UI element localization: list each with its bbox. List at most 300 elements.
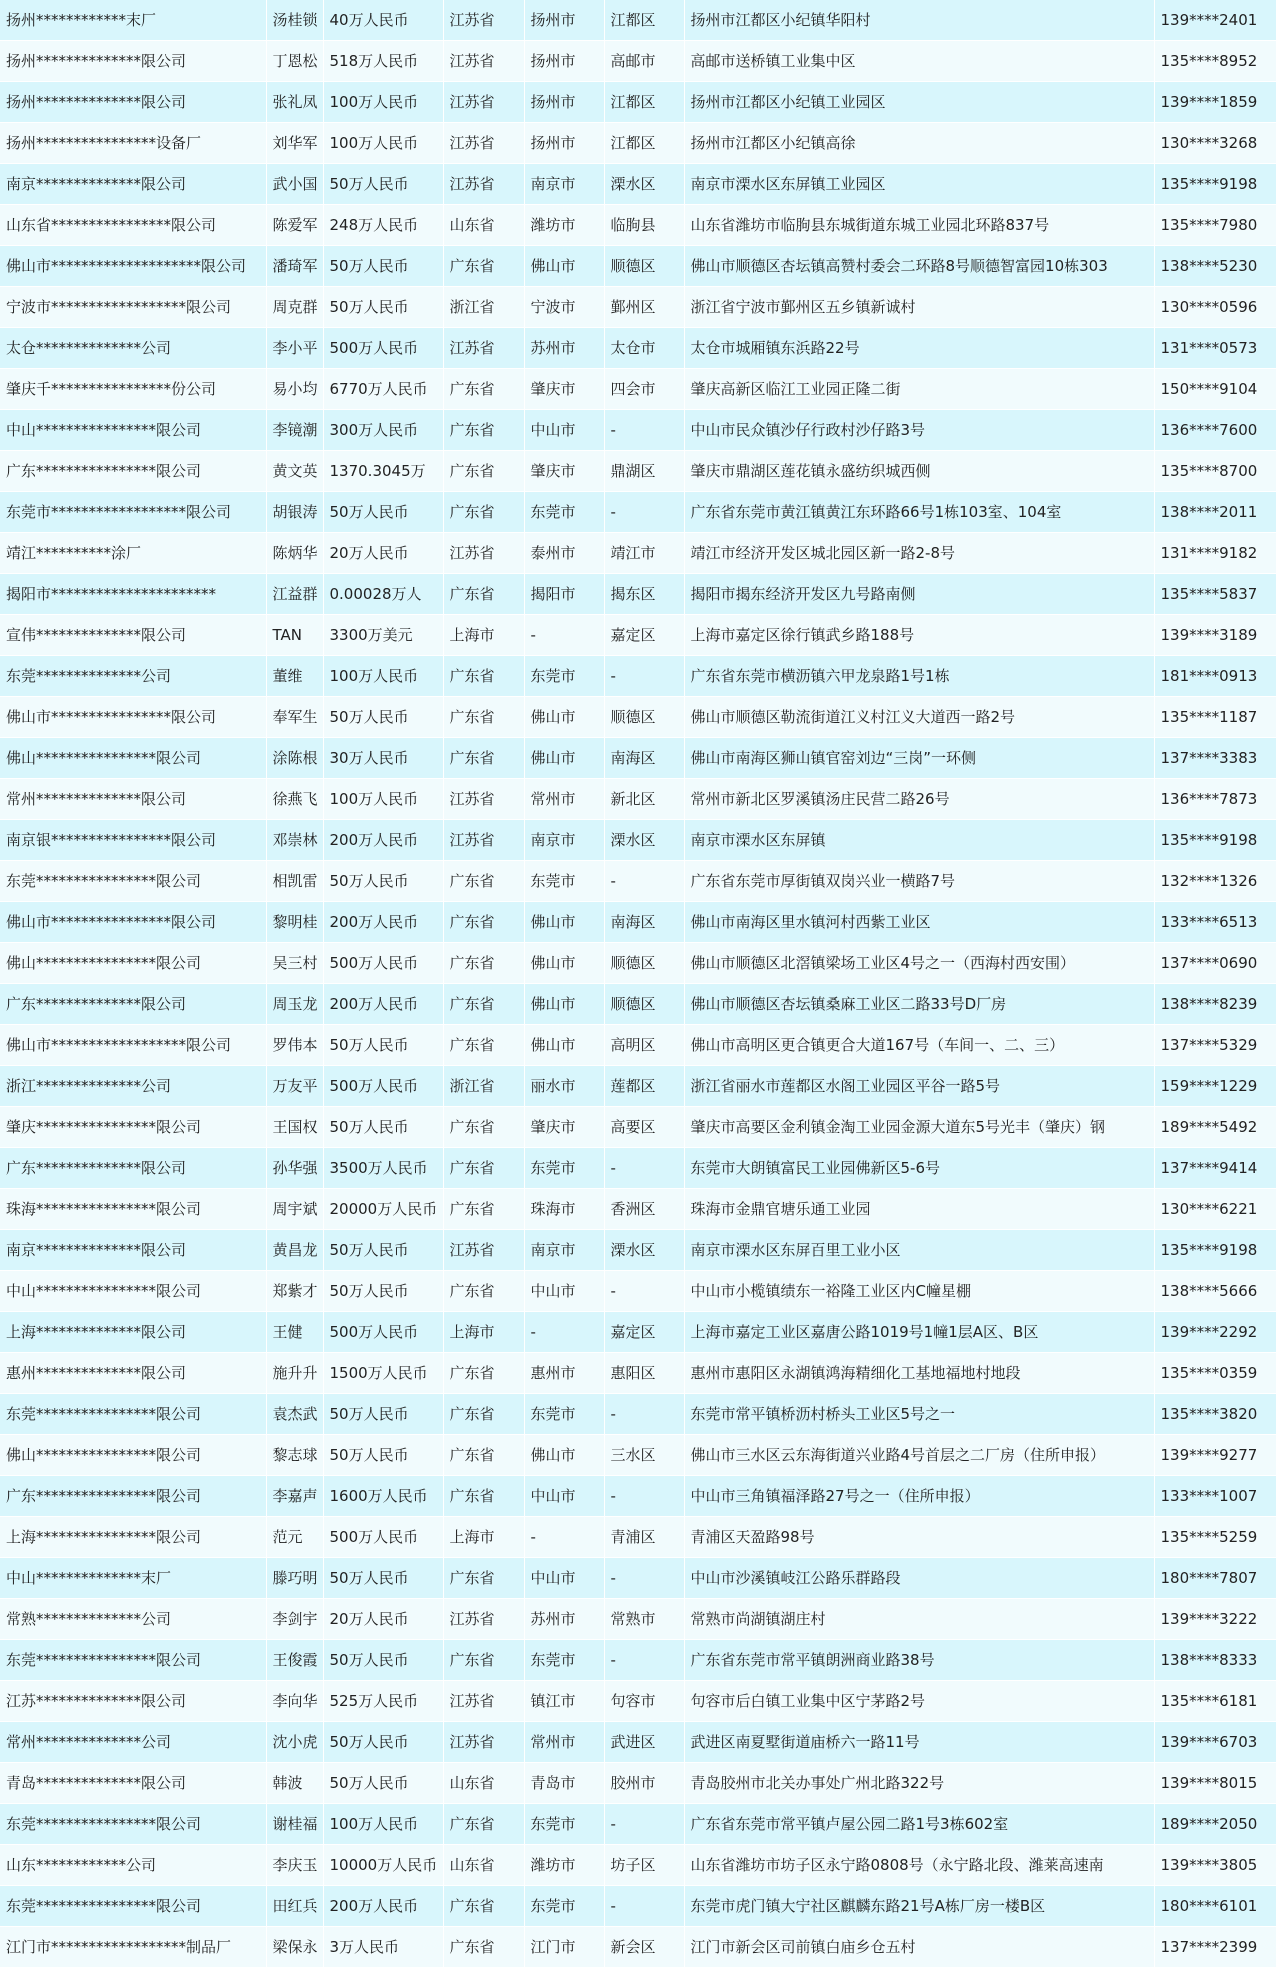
- cell-phone: 138****8333: [1154, 1640, 1276, 1681]
- cell-capital: 200万人民币: [323, 1886, 443, 1927]
- cell-capital: 20000万人民币: [323, 1189, 443, 1230]
- cell-phone: 135****8952: [1154, 41, 1276, 82]
- cell-company: 佛山****************限公司: [0, 738, 266, 779]
- cell-city: 苏州市: [524, 328, 604, 369]
- cell-company: 上海**************限公司: [0, 1312, 266, 1353]
- cell-capital: 50万人民币: [323, 697, 443, 738]
- cell-city: 扬州市: [524, 0, 604, 41]
- cell-capital: 1370.3045万: [323, 451, 443, 492]
- table-row: [0, 779, 1276, 820]
- cell-person: 孙华强: [266, 1148, 323, 1189]
- table-row: [0, 1148, 1276, 1189]
- cell-person: 陈炳华: [266, 533, 323, 574]
- cell-company: 揭阳市**********************: [0, 574, 266, 615]
- cell-province: 广东省: [443, 1927, 524, 1968]
- cell-city: 肇庆市: [524, 451, 604, 492]
- cell-district: -: [604, 492, 684, 533]
- cell-company: 常熟**************公司: [0, 1599, 266, 1640]
- table-row: [0, 205, 1276, 246]
- cell-capital: 500万人民币: [323, 1066, 443, 1107]
- cell-phone: 130****0596: [1154, 287, 1276, 328]
- cell-company: 东莞****************限公司: [0, 1804, 266, 1845]
- cell-address: 珠海市金鼎官塘乐通工业园: [684, 1189, 1154, 1230]
- cell-city: 南京市: [524, 1230, 604, 1271]
- cell-district: 溧水区: [604, 164, 684, 205]
- cell-district: 新会区: [604, 1927, 684, 1968]
- cell-capital: 300万人民币: [323, 410, 443, 451]
- cell-company: 广东**************限公司: [0, 1148, 266, 1189]
- cell-person: 范元: [266, 1517, 323, 1558]
- cell-address: 南京市溧水区东屏镇工业园区: [684, 164, 1154, 205]
- cell-company: 扬州****************设备厂: [0, 123, 266, 164]
- cell-city: 泰州市: [524, 533, 604, 574]
- cell-province: 广东省: [443, 1435, 524, 1476]
- cell-phone: 137****2399: [1154, 1927, 1276, 1968]
- cell-district: -: [604, 410, 684, 451]
- cell-district: 南海区: [604, 738, 684, 779]
- cell-address: 常州市新北区罗溪镇汤庄民营二路26号: [684, 779, 1154, 820]
- cell-district: -: [604, 1558, 684, 1599]
- cell-city: 佛山市: [524, 1435, 604, 1476]
- cell-district: 青浦区: [604, 1517, 684, 1558]
- cell-address: 东莞市大朗镇富民工业园佛新区5-6号: [684, 1148, 1154, 1189]
- cell-person: 王俊霞: [266, 1640, 323, 1681]
- cell-district: 香洲区: [604, 1189, 684, 1230]
- cell-phone: 130****3268: [1154, 123, 1276, 164]
- cell-city: 佛山市: [524, 738, 604, 779]
- cell-province: 江苏省: [443, 0, 524, 41]
- cell-city: 潍坊市: [524, 205, 604, 246]
- cell-company: 扬州**************限公司: [0, 41, 266, 82]
- cell-address: 佛山市顺德区杏坛镇高赞村委会二环路8号顺德智富园10栋303: [684, 246, 1154, 287]
- cell-capital: 0.00028万人: [323, 574, 443, 615]
- cell-person: 沈小虎: [266, 1722, 323, 1763]
- cell-province: 浙江省: [443, 1066, 524, 1107]
- cell-person: 袁杰武: [266, 1394, 323, 1435]
- cell-address: 惠州市惠阳区永湖镇鸿海精细化工基地福地村地段: [684, 1353, 1154, 1394]
- cell-city: 中山市: [524, 410, 604, 451]
- table-row: [0, 410, 1276, 451]
- cell-district: -: [604, 1394, 684, 1435]
- cell-province: 江苏省: [443, 164, 524, 205]
- cell-city: 佛山市: [524, 697, 604, 738]
- cell-company: 南京**************限公司: [0, 1230, 266, 1271]
- cell-person: 汤桂锁: [266, 0, 323, 41]
- cell-province: 江苏省: [443, 328, 524, 369]
- cell-city: 丽水市: [524, 1066, 604, 1107]
- cell-city: 肇庆市: [524, 369, 604, 410]
- cell-district: -: [604, 1271, 684, 1312]
- cell-company: 佛山市****************限公司: [0, 697, 266, 738]
- table-row: [0, 902, 1276, 943]
- cell-company: 扬州************末厂: [0, 0, 266, 41]
- cell-district: 坊子区: [604, 1845, 684, 1886]
- cell-capital: 40万人民币: [323, 0, 443, 41]
- cell-company: 东莞市******************限公司: [0, 492, 266, 533]
- cell-company: 东莞**************公司: [0, 656, 266, 697]
- cell-phone: 136****7873: [1154, 779, 1276, 820]
- cell-address: 佛山市三水区云东海街道兴业路4号首层之二厂房（住所申报）: [684, 1435, 1154, 1476]
- cell-phone: 133****1007: [1154, 1476, 1276, 1517]
- cell-company: 南京银****************限公司: [0, 820, 266, 861]
- cell-city: 珠海市: [524, 1189, 604, 1230]
- cell-province: 江苏省: [443, 533, 524, 574]
- cell-province: 广东省: [443, 492, 524, 533]
- cell-capital: 50万人民币: [323, 492, 443, 533]
- cell-person: 郑紫才: [266, 1271, 323, 1312]
- cell-district: 武进区: [604, 1722, 684, 1763]
- cell-city: 东莞市: [524, 1640, 604, 1681]
- cell-phone: 135****6181: [1154, 1681, 1276, 1722]
- cell-person: 邓崇林: [266, 820, 323, 861]
- cell-phone: 136****7600: [1154, 410, 1276, 451]
- cell-district: 顺德区: [604, 984, 684, 1025]
- cell-address: 中山市民众镇沙仔行政村沙仔路3号: [684, 410, 1154, 451]
- cell-province: 山东省: [443, 1763, 524, 1804]
- cell-city: -: [524, 1517, 604, 1558]
- cell-person: 李向华: [266, 1681, 323, 1722]
- cell-capital: 500万人民币: [323, 1517, 443, 1558]
- cell-province: 上海市: [443, 1312, 524, 1353]
- cell-address: 肇庆市鼎湖区莲花镇永盛纺织城西侧: [684, 451, 1154, 492]
- table-row: [0, 615, 1276, 656]
- cell-company: 山东省****************限公司: [0, 205, 266, 246]
- cell-capital: 50万人民币: [323, 1722, 443, 1763]
- cell-company: 常州**************公司: [0, 1722, 266, 1763]
- cell-person: 吴三村: [266, 943, 323, 984]
- cell-city: 佛山市: [524, 1025, 604, 1066]
- table-row: [0, 1517, 1276, 1558]
- cell-province: 江苏省: [443, 82, 524, 123]
- table-row: [0, 1025, 1276, 1066]
- table-row: [0, 1476, 1276, 1517]
- cell-company: 珠海****************限公司: [0, 1189, 266, 1230]
- cell-person: 李嘉声: [266, 1476, 323, 1517]
- cell-company: 中山****************限公司: [0, 1271, 266, 1312]
- cell-phone: 133****6513: [1154, 902, 1276, 943]
- cell-capital: 50万人民币: [323, 1025, 443, 1066]
- table-row: [0, 533, 1276, 574]
- cell-district: 句容市: [604, 1681, 684, 1722]
- cell-person: 江益群: [266, 574, 323, 615]
- cell-city: 扬州市: [524, 123, 604, 164]
- cell-capital: 30万人民币: [323, 738, 443, 779]
- cell-phone: 137****0690: [1154, 943, 1276, 984]
- cell-capital: 100万人民币: [323, 779, 443, 820]
- cell-province: 广东省: [443, 656, 524, 697]
- table-row: [0, 1271, 1276, 1312]
- cell-person: 黎明桂: [266, 902, 323, 943]
- cell-capital: 500万人民币: [323, 328, 443, 369]
- cell-district: -: [604, 861, 684, 902]
- cell-province: 广东省: [443, 1476, 524, 1517]
- cell-capital: 100万人民币: [323, 656, 443, 697]
- cell-company: 江门市******************制品厂: [0, 1927, 266, 1968]
- cell-province: 广东省: [443, 451, 524, 492]
- cell-city: 佛山市: [524, 943, 604, 984]
- cell-city: 东莞市: [524, 656, 604, 697]
- cell-district: 溧水区: [604, 820, 684, 861]
- cell-capital: 100万人民币: [323, 123, 443, 164]
- cell-person: 丁恩松: [266, 41, 323, 82]
- cell-district: -: [604, 1476, 684, 1517]
- cell-district: 四会市: [604, 369, 684, 410]
- cell-person: 万友平: [266, 1066, 323, 1107]
- cell-city: 中山市: [524, 1558, 604, 1599]
- cell-person: TAN: [266, 615, 323, 656]
- table-row: [0, 1722, 1276, 1763]
- cell-province: 广东省: [443, 369, 524, 410]
- cell-capital: 200万人民币: [323, 820, 443, 861]
- cell-phone: 139****2401: [1154, 0, 1276, 41]
- cell-address: 南京市溧水区东屏镇: [684, 820, 1154, 861]
- cell-city: 东莞市: [524, 1886, 604, 1927]
- cell-district: 三水区: [604, 1435, 684, 1476]
- cell-district: 顺德区: [604, 697, 684, 738]
- cell-address: 中山市小榄镇绩东一裕隆工业区内C幢星棚: [684, 1271, 1154, 1312]
- cell-province: 江苏省: [443, 779, 524, 820]
- cell-person: 田红兵: [266, 1886, 323, 1927]
- cell-capital: 100万人民币: [323, 1804, 443, 1845]
- cell-company: 靖江**********涂厂: [0, 533, 266, 574]
- cell-company: 常州**************限公司: [0, 779, 266, 820]
- cell-person: 周宇斌: [266, 1189, 323, 1230]
- cell-address: 揭阳市揭东经济开发区九号路南侧: [684, 574, 1154, 615]
- cell-capital: 518万人民币: [323, 41, 443, 82]
- cell-phone: 139****8015: [1154, 1763, 1276, 1804]
- cell-city: 佛山市: [524, 984, 604, 1025]
- cell-capital: 200万人民币: [323, 984, 443, 1025]
- cell-person: 陈爱军: [266, 205, 323, 246]
- cell-person: 潘琦军: [266, 246, 323, 287]
- table-row: [0, 738, 1276, 779]
- cell-province: 广东省: [443, 1804, 524, 1845]
- cell-phone: 135****5837: [1154, 574, 1276, 615]
- cell-capital: 50万人民币: [323, 1640, 443, 1681]
- cell-district: -: [604, 1886, 684, 1927]
- cell-phone: 189****2050: [1154, 1804, 1276, 1845]
- cell-district: 南海区: [604, 902, 684, 943]
- cell-city: 东莞市: [524, 1148, 604, 1189]
- cell-city: 佛山市: [524, 246, 604, 287]
- table-row: [0, 1107, 1276, 1148]
- cell-phone: 137****9414: [1154, 1148, 1276, 1189]
- cell-person: 李镜潮: [266, 410, 323, 451]
- cell-city: 东莞市: [524, 1804, 604, 1845]
- cell-phone: 135****9198: [1154, 820, 1276, 861]
- cell-province: 广东省: [443, 1640, 524, 1681]
- cell-city: 惠州市: [524, 1353, 604, 1394]
- cell-phone: 138****5666: [1154, 1271, 1276, 1312]
- cell-phone: 189****5492: [1154, 1107, 1276, 1148]
- cell-district: 常熟市: [604, 1599, 684, 1640]
- cell-address: 高邮市送桥镇工业集中区: [684, 41, 1154, 82]
- cell-phone: 135****0359: [1154, 1353, 1276, 1394]
- table-row: [0, 492, 1276, 533]
- table-row: [0, 1681, 1276, 1722]
- cell-address: 肇庆高新区临江工业园正隆二街: [684, 369, 1154, 410]
- cell-province: 山东省: [443, 205, 524, 246]
- cell-person: 胡银涛: [266, 492, 323, 533]
- cell-address: 上海市嘉定工业区嘉唐公路1019号1幢1层A区、B区: [684, 1312, 1154, 1353]
- cell-person: 黄昌龙: [266, 1230, 323, 1271]
- cell-person: 奉军生: [266, 697, 323, 738]
- table-row: [0, 861, 1276, 902]
- cell-company: 东莞****************限公司: [0, 1394, 266, 1435]
- cell-province: 广东省: [443, 861, 524, 902]
- cell-capital: 3500万人民币: [323, 1148, 443, 1189]
- cell-province: 广东省: [443, 1148, 524, 1189]
- cell-capital: 200万人民币: [323, 902, 443, 943]
- cell-capital: 1600万人民币: [323, 1476, 443, 1517]
- cell-phone: 150****9104: [1154, 369, 1276, 410]
- cell-phone: 180****7807: [1154, 1558, 1276, 1599]
- cell-address: 武进区南夏墅街道庙桥六一路11号: [684, 1722, 1154, 1763]
- cell-company: 佛山市****************限公司: [0, 902, 266, 943]
- cell-phone: 132****1326: [1154, 861, 1276, 902]
- cell-address: 句容市后白镇工业集中区宁茅路2号: [684, 1681, 1154, 1722]
- cell-person: 罗伟本: [266, 1025, 323, 1066]
- cell-district: 嘉定区: [604, 1312, 684, 1353]
- cell-capital: 50万人民币: [323, 1558, 443, 1599]
- table-row: [0, 943, 1276, 984]
- cell-district: 江都区: [604, 82, 684, 123]
- cell-city: 宁波市: [524, 287, 604, 328]
- table-row: [0, 287, 1276, 328]
- table-row: [0, 123, 1276, 164]
- cell-address: 江门市新会区司前镇白庙乡仓五村: [684, 1927, 1154, 1968]
- cell-person: 李庆玉: [266, 1845, 323, 1886]
- cell-phone: 131****0573: [1154, 328, 1276, 369]
- cell-capital: 50万人民币: [323, 1107, 443, 1148]
- cell-phone: 135****5259: [1154, 1517, 1276, 1558]
- cell-phone: 139****2292: [1154, 1312, 1276, 1353]
- cell-company: 中山****************限公司: [0, 410, 266, 451]
- cell-company: 肇庆千****************份公司: [0, 369, 266, 410]
- cell-district: 临朐县: [604, 205, 684, 246]
- table-row: [0, 1599, 1276, 1640]
- cell-province: 江苏省: [443, 41, 524, 82]
- cell-city: -: [524, 615, 604, 656]
- cell-district: 鄞州区: [604, 287, 684, 328]
- cell-city: 东莞市: [524, 492, 604, 533]
- cell-person: 刘华军: [266, 123, 323, 164]
- cell-province: 广东省: [443, 1558, 524, 1599]
- cell-district: 鼎湖区: [604, 451, 684, 492]
- cell-district: 胶州市: [604, 1763, 684, 1804]
- cell-capital: 50万人民币: [323, 861, 443, 902]
- cell-address: 广东省东莞市横沥镇六甲龙泉路1号1栋: [684, 656, 1154, 697]
- cell-phone: 131****9182: [1154, 533, 1276, 574]
- cell-person: 谢桂福: [266, 1804, 323, 1845]
- cell-province: 广东省: [443, 943, 524, 984]
- table-row: [0, 1804, 1276, 1845]
- table-row: [0, 0, 1276, 41]
- cell-address: 太仓市城厢镇东浜路22号: [684, 328, 1154, 369]
- cell-person: 周玉龙: [266, 984, 323, 1025]
- cell-address: 扬州市江都区小纪镇华阳村: [684, 0, 1154, 41]
- cell-city: 东莞市: [524, 861, 604, 902]
- cell-address: 中山市沙溪镇岐江公路乐群路段: [684, 1558, 1154, 1599]
- cell-address: 佛山市高明区更合镇更合大道167号（车间一、二、三）: [684, 1025, 1154, 1066]
- cell-phone: 139****6703: [1154, 1722, 1276, 1763]
- cell-phone: 135****3820: [1154, 1394, 1276, 1435]
- cell-person: 滕巧明: [266, 1558, 323, 1599]
- cell-district: 江都区: [604, 123, 684, 164]
- cell-company: 宣伟**************限公司: [0, 615, 266, 656]
- cell-address: 肇庆市高要区金利镇金淘工业园金源大道东5号光丰（肇庆）钢: [684, 1107, 1154, 1148]
- cell-district: 顺德区: [604, 943, 684, 984]
- cell-phone: 180****6101: [1154, 1886, 1276, 1927]
- cell-district: 新北区: [604, 779, 684, 820]
- cell-phone: 138****5230: [1154, 246, 1276, 287]
- cell-company: 江苏**************限公司: [0, 1681, 266, 1722]
- cell-company: 东莞****************限公司: [0, 1886, 266, 1927]
- cell-address: 浙江省宁波市鄞州区五乡镇新诚村: [684, 287, 1154, 328]
- cell-city: 扬州市: [524, 82, 604, 123]
- cell-district: 嘉定区: [604, 615, 684, 656]
- cell-city: 常州市: [524, 1722, 604, 1763]
- cell-province: 广东省: [443, 738, 524, 779]
- table-row: [0, 820, 1276, 861]
- cell-address: 广东省东莞市常平镇卢屋公园二路1号3栋602室: [684, 1804, 1154, 1845]
- cell-capital: 525万人民币: [323, 1681, 443, 1722]
- cell-capital: 50万人民币: [323, 1271, 443, 1312]
- cell-company: 惠州**************限公司: [0, 1353, 266, 1394]
- cell-company: 南京**************限公司: [0, 164, 266, 205]
- cell-city: 镇江市: [524, 1681, 604, 1722]
- cell-phone: 159****1229: [1154, 1066, 1276, 1107]
- table-row: [0, 1886, 1276, 1927]
- cell-address: 南京市溧水区东屏百里工业小区: [684, 1230, 1154, 1271]
- cell-province: 广东省: [443, 574, 524, 615]
- cell-capital: 50万人民币: [323, 287, 443, 328]
- cell-company: 佛山市******************限公司: [0, 1025, 266, 1066]
- table-row: [0, 697, 1276, 738]
- cell-person: 周克群: [266, 287, 323, 328]
- cell-capital: 6770万人民币: [323, 369, 443, 410]
- table-row: [0, 1353, 1276, 1394]
- cell-district: -: [604, 1804, 684, 1845]
- cell-phone: 139****9277: [1154, 1435, 1276, 1476]
- cell-district: 莲都区: [604, 1066, 684, 1107]
- cell-address: 广东省东莞市厚街镇双岗兴业一横路7号: [684, 861, 1154, 902]
- cell-person: 黎志球: [266, 1435, 323, 1476]
- cell-person: 梁保永: [266, 1927, 323, 1968]
- cell-city: 中山市: [524, 1476, 604, 1517]
- cell-person: 李小平: [266, 328, 323, 369]
- cell-phone: 139****1859: [1154, 82, 1276, 123]
- cell-capital: 500万人民币: [323, 943, 443, 984]
- cell-capital: 50万人民币: [323, 1394, 443, 1435]
- cell-capital: 248万人民币: [323, 205, 443, 246]
- cell-province: 上海市: [443, 1517, 524, 1558]
- cell-capital: 3万人民币: [323, 1927, 443, 1968]
- cell-person: 易小均: [266, 369, 323, 410]
- table-row: [0, 164, 1276, 205]
- cell-phone: 139****3222: [1154, 1599, 1276, 1640]
- cell-address: 靖江市经济开发区城北园区新一路2-8号: [684, 533, 1154, 574]
- cell-city: 扬州市: [524, 41, 604, 82]
- table-row: [0, 1312, 1276, 1353]
- cell-capital: 10000万人民币: [323, 1845, 443, 1886]
- cell-province: 江苏省: [443, 1681, 524, 1722]
- cell-province: 广东省: [443, 902, 524, 943]
- cell-capital: 500万人民币: [323, 1312, 443, 1353]
- cell-capital: 50万人民币: [323, 1230, 443, 1271]
- cell-phone: 137****5329: [1154, 1025, 1276, 1066]
- table-row: [0, 1394, 1276, 1435]
